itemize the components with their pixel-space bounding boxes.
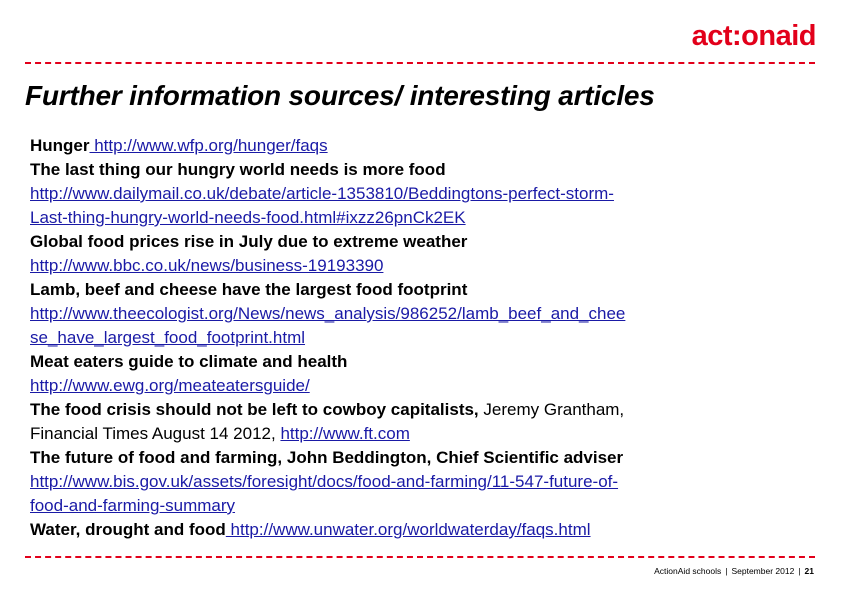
unwater-link[interactable]: http://www.unwater.org/worldwaterday/faqs.html xyxy=(225,520,591,539)
page-title: Further information sources/ interesting articles xyxy=(25,80,655,111)
food-crisis-line xyxy=(30,398,790,422)
bis-link-part2[interactable]: food-and-farming-summary xyxy=(30,496,236,515)
hunger-line xyxy=(30,134,790,158)
footer-separator: | xyxy=(725,566,728,576)
footer xyxy=(654,566,814,576)
ecologist-link-part2[interactable]: se_have_largest_food_footprint.html xyxy=(30,328,306,347)
wfp-link[interactable]: http://www.wfp.org/hunger/faqs xyxy=(89,136,328,155)
article-title-meat-eaters: Meat eaters guide to climate and health xyxy=(30,352,348,371)
ft-line xyxy=(30,422,790,446)
article-title-hungry-world: The last thing our hungry world needs is more food xyxy=(30,160,446,179)
top-divider xyxy=(25,62,815,64)
article-title-water: Water, drought and food xyxy=(30,520,226,539)
hunger-label: Hunger xyxy=(30,136,90,155)
ewg-link[interactable]: http://www.ewg.org/meateatersguide/ xyxy=(30,376,310,395)
page-number: 21 xyxy=(804,566,814,576)
article-title-food-prices: Global food prices rise in July due to extreme weather xyxy=(30,232,468,251)
bbc-link[interactable]: http://www.bbc.co.uk/news/business-19193390 xyxy=(30,256,384,275)
footer-separator: | xyxy=(798,566,801,576)
ft-link[interactable]: http://www.ft.com xyxy=(280,424,410,443)
dailymail-link-part2[interactable]: Last-thing-hungry-world-needs-food.html#ixzz26pnCk2EK xyxy=(30,208,466,227)
ft-citation: Financial Times August 14 2012, xyxy=(30,424,281,443)
sources-list xyxy=(30,134,790,542)
ecologist-link-part1[interactable]: http://www.theecologist.org/News/news_analysis/986252/lamb_beef_and_chee xyxy=(30,304,626,323)
bottom-divider xyxy=(25,556,815,558)
footer-org: ActionAid schools xyxy=(654,566,722,576)
actionaid-logo: act:onaid xyxy=(691,20,816,52)
article-title-food-crisis: The food crisis should not be left to cowboy capitalists, xyxy=(30,400,479,419)
article-title-food-footprint: Lamb, beef and cheese have the largest food footprint xyxy=(30,280,468,299)
footer-date: September 2012 xyxy=(731,566,795,576)
bis-link-part1[interactable]: http://www.bis.gov.uk/assets/foresight/docs/food-and-farming/11-547-future-of- xyxy=(30,472,619,491)
article-title-future-food: The future of food and farming, John Beddington, Chief Scientific adviser xyxy=(30,448,624,467)
author-grantham: Jeremy Grantham, xyxy=(478,400,625,419)
dailymail-link-part1[interactable]: http://www.dailymail.co.uk/debate/article-1353810/Beddingtons-perfect-storm- xyxy=(30,184,614,203)
water-line xyxy=(30,518,790,542)
